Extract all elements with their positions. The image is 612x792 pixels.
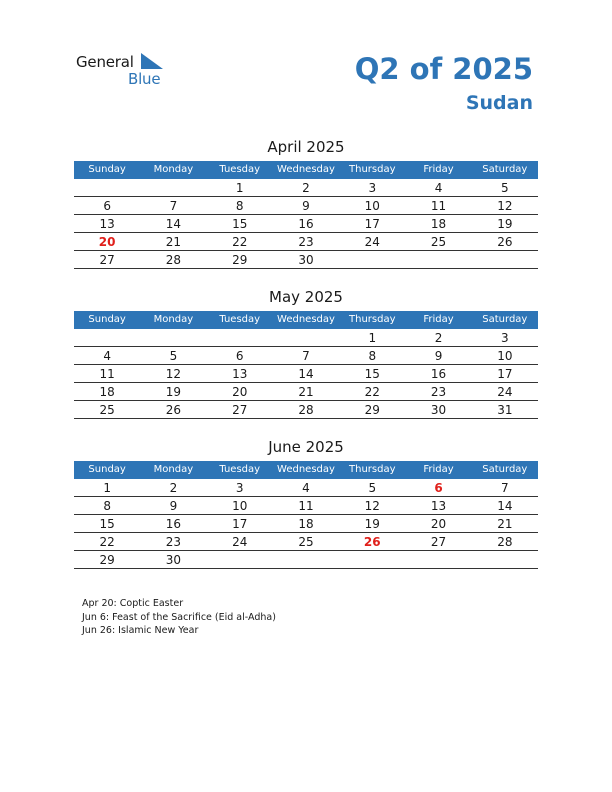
day-cell: 11 bbox=[99, 367, 115, 381]
weekday-label: Wednesday bbox=[277, 314, 335, 325]
day-cell bbox=[472, 251, 538, 268]
day-cell: 28 bbox=[298, 403, 314, 417]
day-cell: 28 bbox=[165, 253, 182, 267]
weekday-label: Monday bbox=[153, 164, 194, 175]
day-cell: 24 bbox=[232, 535, 248, 549]
weekday-label: Tuesday bbox=[219, 464, 261, 475]
day-cell: 4 bbox=[103, 349, 111, 363]
month-may bbox=[74, 287, 538, 419]
day-cell: 1 bbox=[103, 481, 111, 495]
weekday-label: Friday bbox=[423, 164, 454, 175]
day-cell: 20 bbox=[98, 235, 116, 249]
day-cell: 2 bbox=[434, 331, 443, 345]
weekday-header bbox=[74, 311, 538, 329]
day-cell: 26 bbox=[165, 403, 182, 417]
weekday-label: Monday bbox=[153, 314, 194, 325]
day-cell: 11 bbox=[298, 499, 314, 513]
day-cell: 17 bbox=[497, 367, 513, 381]
week-row bbox=[74, 179, 538, 197]
day-cell: 3 bbox=[235, 481, 244, 495]
week-row bbox=[74, 401, 538, 419]
weekday-label: Thursday bbox=[349, 314, 396, 325]
day-cell: 29 bbox=[364, 403, 380, 417]
day-cell: 8 bbox=[368, 349, 377, 363]
day-cell: 10 bbox=[364, 199, 380, 213]
day-cell: 15 bbox=[364, 367, 380, 381]
holiday-note: Jun 26: Islamic New Year bbox=[82, 625, 199, 636]
day-cell: 10 bbox=[497, 349, 513, 363]
day-cell: 3 bbox=[368, 181, 377, 195]
weekday-label: Sunday bbox=[88, 464, 126, 475]
weekday-label: Saturday bbox=[482, 464, 528, 475]
weekday-label: Thursday bbox=[349, 164, 396, 175]
day-cell: 5 bbox=[368, 481, 377, 495]
day-cell bbox=[339, 251, 405, 268]
holiday-note: Apr 20: Coptic Easter bbox=[82, 598, 184, 609]
weekday-label: Wednesday bbox=[277, 164, 335, 175]
day-cell bbox=[405, 251, 471, 268]
day-cell: 3 bbox=[501, 331, 509, 345]
weekday-label: Thursday bbox=[349, 464, 396, 475]
day-cell: 31 bbox=[497, 403, 513, 417]
day-cell: 19 bbox=[165, 385, 182, 399]
day-cell: 22 bbox=[99, 535, 115, 549]
week-row bbox=[74, 365, 538, 383]
day-cell bbox=[273, 329, 339, 346]
day-cell bbox=[339, 551, 405, 568]
logo-text-blue: Blue bbox=[128, 70, 161, 88]
quarter-title: Q2 of 2025 bbox=[354, 52, 533, 86]
day-cell: 19 bbox=[364, 517, 380, 531]
day-cell: 18 bbox=[99, 385, 115, 399]
day-cell: 8 bbox=[103, 499, 111, 513]
weekday-label: Sunday bbox=[88, 314, 126, 325]
day-cell: 12 bbox=[165, 367, 182, 381]
day-cell: 20 bbox=[430, 517, 447, 531]
week-row bbox=[74, 197, 538, 215]
day-cell: 14 bbox=[497, 499, 513, 513]
generalblue-logo bbox=[76, 53, 186, 93]
day-cell: 6 bbox=[235, 349, 244, 363]
day-cell: 29 bbox=[232, 253, 248, 267]
day-cell: 25 bbox=[99, 403, 115, 417]
weekday-header bbox=[74, 461, 538, 479]
week-row bbox=[74, 497, 538, 515]
day-cell: 14 bbox=[298, 367, 314, 381]
week-row bbox=[74, 347, 538, 365]
day-cell: 6 bbox=[103, 199, 111, 213]
day-cell: 26 bbox=[363, 535, 381, 549]
week-row bbox=[74, 533, 538, 551]
day-cell: 29 bbox=[99, 553, 115, 567]
day-cell bbox=[472, 551, 538, 568]
day-cell: 8 bbox=[235, 199, 244, 213]
logo-text-general: General bbox=[76, 53, 134, 71]
weekday-label: Friday bbox=[423, 464, 454, 475]
day-cell: 30 bbox=[165, 553, 182, 567]
day-cell: 13 bbox=[430, 499, 447, 513]
day-cell: 23 bbox=[165, 535, 182, 549]
weekday-label: Friday bbox=[423, 314, 454, 325]
weekday-label: Saturday bbox=[482, 314, 528, 325]
day-cell: 10 bbox=[232, 499, 248, 513]
holiday-note: Jun 6: Feast of the Sacrifice (Eid al-Adha) bbox=[82, 611, 276, 623]
day-cell bbox=[140, 179, 206, 196]
holiday-notes bbox=[82, 597, 276, 638]
country-name: Sudan bbox=[465, 92, 533, 114]
day-cell: 7 bbox=[169, 199, 178, 213]
day-cell: 16 bbox=[165, 517, 182, 531]
day-cell: 17 bbox=[232, 517, 248, 531]
month-april bbox=[74, 137, 538, 269]
week-row bbox=[74, 383, 538, 401]
day-cell: 21 bbox=[497, 517, 513, 531]
day-cell: 4 bbox=[434, 181, 443, 195]
day-cell: 14 bbox=[165, 217, 182, 231]
week-row bbox=[74, 233, 538, 251]
day-cell: 25 bbox=[298, 535, 314, 549]
day-cell: 12 bbox=[497, 199, 513, 213]
day-cell: 23 bbox=[430, 385, 447, 399]
weekday-label: Sunday bbox=[88, 164, 126, 175]
day-cell: 1 bbox=[368, 331, 377, 345]
week-row bbox=[74, 329, 538, 347]
day-cell: 4 bbox=[302, 481, 310, 495]
day-cell bbox=[273, 551, 339, 568]
day-cell: 27 bbox=[232, 403, 248, 417]
day-cell: 27 bbox=[99, 253, 115, 267]
month-june bbox=[74, 437, 538, 569]
weekday-label: Monday bbox=[153, 464, 194, 475]
day-cell: 16 bbox=[298, 217, 314, 231]
day-cell: 19 bbox=[497, 217, 513, 231]
day-cell: 30 bbox=[298, 253, 314, 267]
logo-triangle-icon bbox=[141, 53, 165, 71]
weekday-header bbox=[74, 161, 538, 179]
day-cell: 27 bbox=[430, 535, 447, 549]
day-cell: 30 bbox=[430, 403, 447, 417]
month-title: April 2025 bbox=[267, 138, 345, 156]
day-cell: 11 bbox=[430, 199, 447, 213]
week-row bbox=[74, 551, 538, 569]
day-cell: 5 bbox=[501, 181, 509, 195]
day-cell: 9 bbox=[434, 349, 443, 363]
day-cell: 20 bbox=[232, 385, 248, 399]
week-row bbox=[74, 479, 538, 497]
day-cell: 22 bbox=[232, 235, 248, 249]
day-cell: 15 bbox=[99, 517, 115, 531]
weekday-label: Wednesday bbox=[277, 464, 335, 475]
week-row bbox=[74, 515, 538, 533]
day-cell: 6 bbox=[434, 481, 443, 495]
day-cell: 15 bbox=[232, 217, 248, 231]
month-title: May 2025 bbox=[269, 288, 343, 306]
day-cell: 23 bbox=[298, 235, 314, 249]
day-cell: 13 bbox=[232, 367, 248, 381]
day-cell: 28 bbox=[497, 535, 513, 549]
day-cell: 24 bbox=[497, 385, 513, 399]
day-cell: 1 bbox=[235, 181, 244, 195]
day-cell bbox=[207, 551, 273, 568]
day-cell: 7 bbox=[302, 349, 310, 363]
day-cell bbox=[405, 551, 471, 568]
day-cell: 21 bbox=[298, 385, 314, 399]
day-cell: 9 bbox=[302, 199, 310, 213]
month-title: June 2025 bbox=[268, 438, 344, 456]
week-row bbox=[74, 251, 538, 269]
day-cell bbox=[74, 179, 140, 196]
day-cell: 25 bbox=[430, 235, 447, 249]
weekday-label: Tuesday bbox=[219, 314, 261, 325]
day-cell: 26 bbox=[497, 235, 513, 249]
day-cell: 12 bbox=[364, 499, 380, 513]
day-cell: 2 bbox=[302, 181, 310, 195]
week-row bbox=[74, 215, 538, 233]
day-cell bbox=[74, 329, 140, 346]
day-cell: 5 bbox=[169, 349, 178, 363]
day-cell: 13 bbox=[99, 217, 115, 231]
day-cell: 7 bbox=[501, 481, 509, 495]
weekday-label: Tuesday bbox=[219, 164, 261, 175]
day-cell: 24 bbox=[364, 235, 380, 249]
day-cell: 16 bbox=[430, 367, 447, 381]
day-cell: 2 bbox=[169, 481, 178, 495]
day-cell: 17 bbox=[364, 217, 380, 231]
day-cell: 21 bbox=[165, 235, 182, 249]
day-cell: 18 bbox=[298, 517, 314, 531]
day-cell bbox=[140, 329, 206, 346]
weekday-label: Saturday bbox=[482, 164, 528, 175]
day-cell: 18 bbox=[430, 217, 447, 231]
day-cell: 9 bbox=[169, 499, 178, 513]
day-cell bbox=[207, 329, 273, 346]
day-cell: 22 bbox=[364, 385, 380, 399]
